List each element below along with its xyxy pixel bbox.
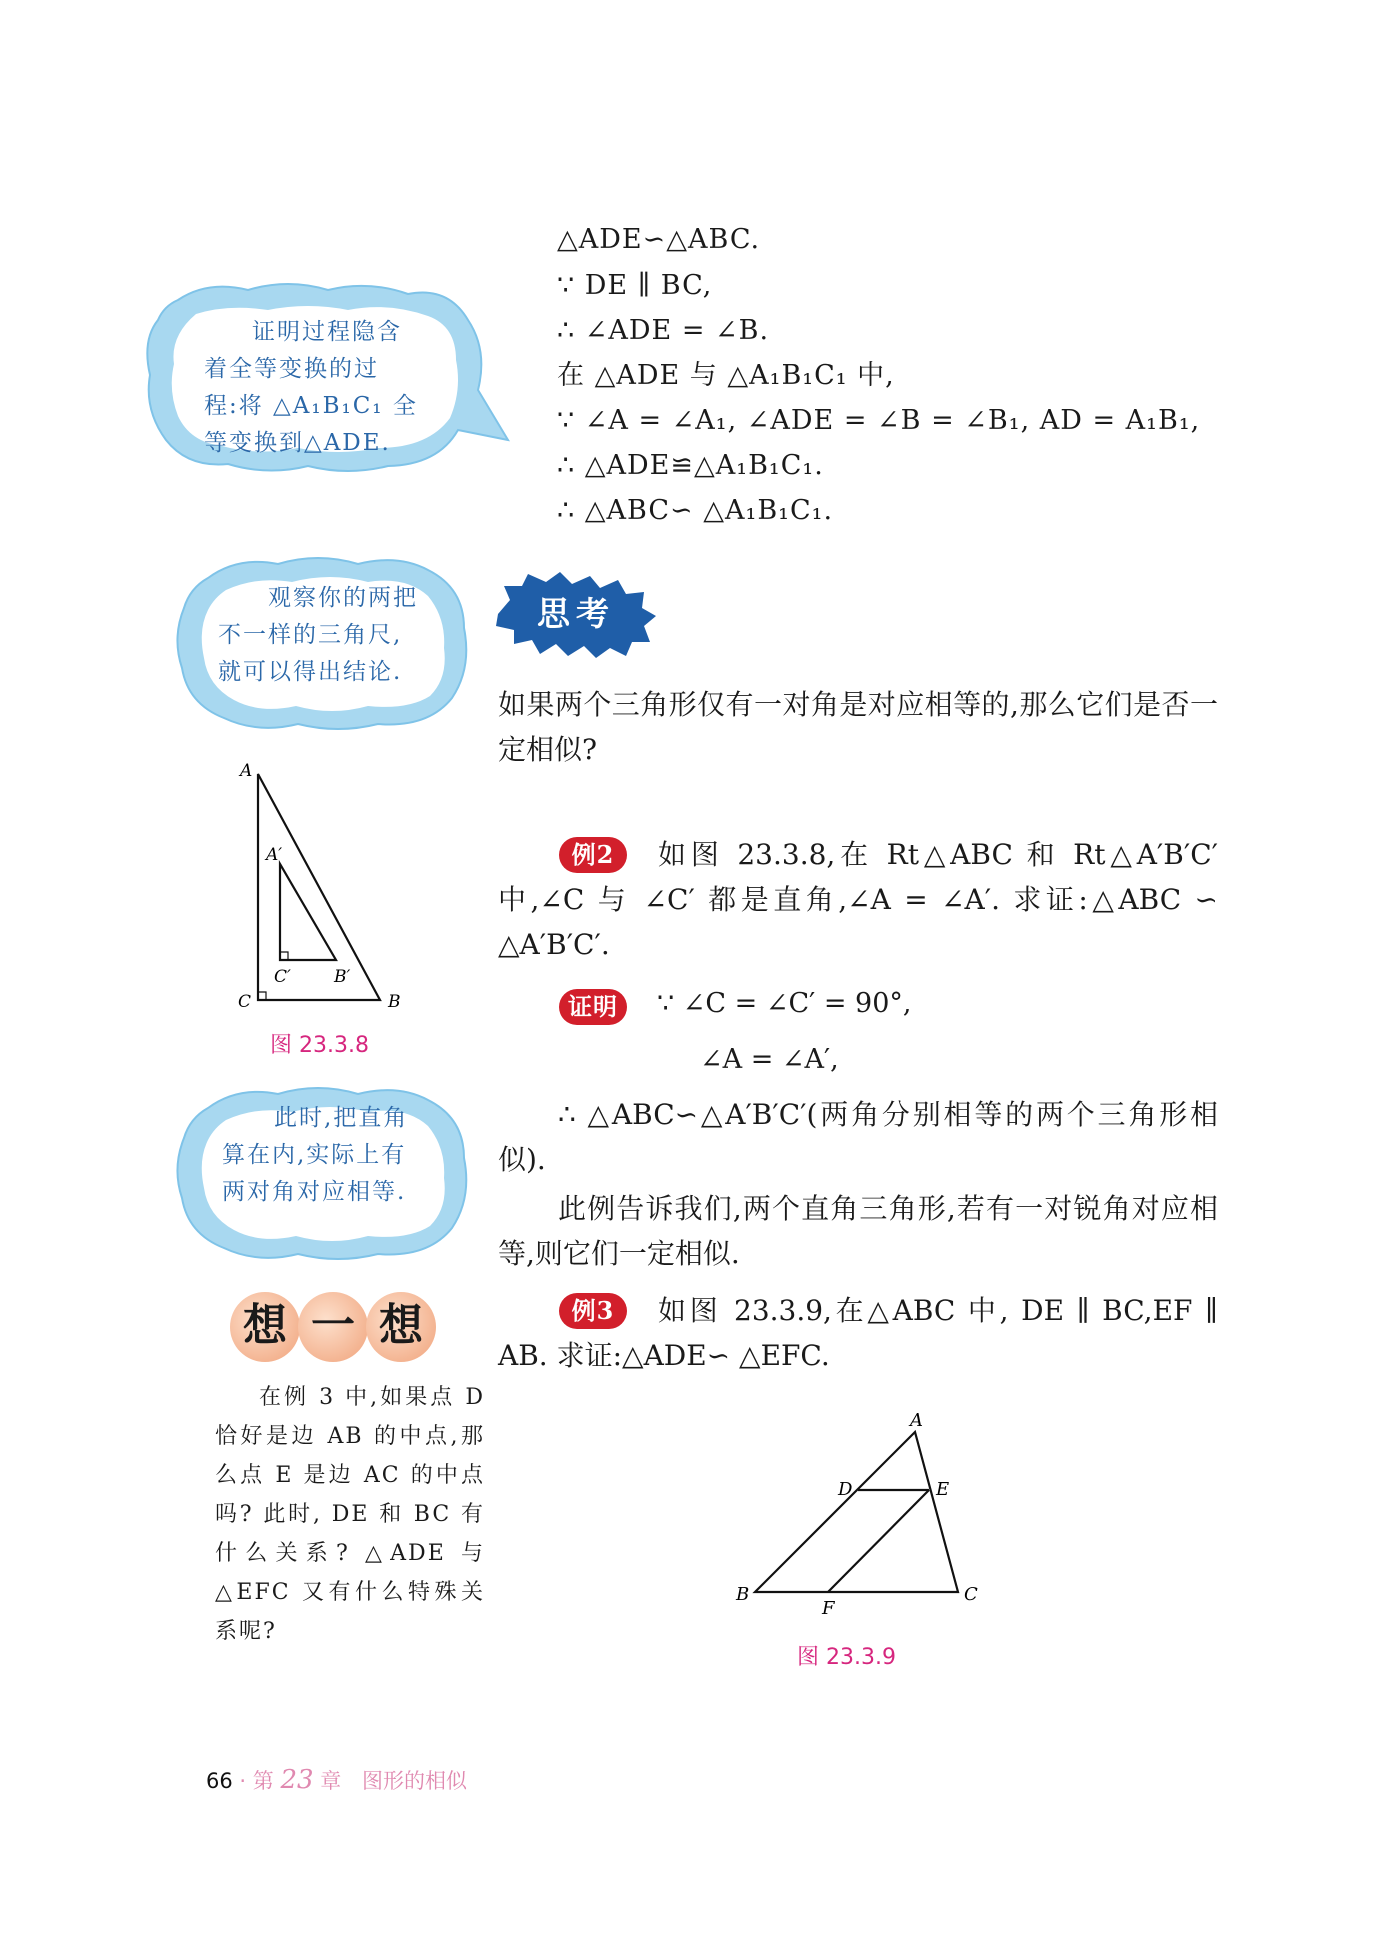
- proof-line-5: ∵ ∠A = ∠A₁, ∠ADE = ∠B = ∠B₁, AD = A₁B₁,: [557, 405, 1201, 436]
- figure1-label-B-prime: B′: [334, 967, 351, 987]
- chapter-title: 图形的相似: [361, 1769, 467, 1793]
- proof-line-1: △ADE∽△ABC.: [557, 224, 761, 255]
- proof-line-7: ∴ △ABC∽ △A₁B₁C₁.: [557, 495, 834, 526]
- example-3-badge: 例3: [559, 1293, 627, 1329]
- figure1-label-C: C: [238, 992, 252, 1012]
- chapter-prefix: 第: [252, 1769, 274, 1793]
- example-2-remark: 此例告诉我们,两个直角三角形,若有一对锐角对应相等,则它们一定相似.: [498, 1192, 1218, 1270]
- figure-23-3-8: [230, 760, 420, 1020]
- figure2-label-D: D: [838, 1479, 853, 1500]
- figure1-label-B: B: [388, 992, 401, 1012]
- figure2-label-F: F: [822, 1598, 835, 1619]
- figure-23-3-8-caption: 图 23.3.8: [270, 1033, 369, 1058]
- chapter-number: 23: [280, 1765, 314, 1795]
- page-number: 66: [206, 1769, 233, 1793]
- footer-dot: ·: [239, 1769, 247, 1793]
- example-2-statement: 如图 23.3.8,在 Rt△ABC 和 Rt△A′B′C′中,∠C 与 ∠C′ 都是直角,∠A = ∠A′. 求证:△ABC ∽ △A′B′C′.: [498, 838, 1218, 961]
- think-question: 如果两个三角形仅有一对角是对应相等的,那么它们是否一定相似?: [498, 688, 1218, 766]
- figure1-label-A: A: [240, 761, 253, 781]
- example-2-badge: 例2: [559, 837, 627, 873]
- figure2-label-C: C: [964, 1584, 978, 1605]
- figure2-label-B: B: [736, 1584, 750, 1605]
- figure1-label-C-prime: C′: [274, 967, 291, 987]
- think-label: 思考: [537, 594, 615, 633]
- proof-line-2: ∵ DE ∥ BC,: [557, 270, 713, 301]
- example-3-statement: 如图 23.3.9,在△ABC 中, DE ∥ BC,EF ∥ AB. 求证:△ADE∽ △EFC.: [498, 1294, 1218, 1372]
- chapter-suffix: 章: [320, 1769, 342, 1793]
- proof-line-3: ∴ ∠ADE = ∠B.: [557, 315, 770, 346]
- example-2-conclusion: ∴ △ABC∽△A′B′C′(两角分别相等的两个三角形相似).: [498, 1098, 1218, 1176]
- proof-line-4: 在 △ADE 与 △A₁B₁C₁ 中,: [557, 360, 895, 391]
- example-2-proof-line-2: ∠A = ∠A′,: [700, 1044, 839, 1075]
- figure2-label-A: A: [910, 1410, 923, 1431]
- figure2-label-E: E: [936, 1479, 950, 1500]
- page-footer: [206, 1765, 467, 1795]
- proof-line-6: ∴ △ADE≌△A₁B₁C₁.: [557, 450, 824, 481]
- figure1-label-A-prime: A′: [266, 845, 283, 865]
- proof-badge: 证明: [559, 989, 627, 1025]
- think-more-text: 在例 3 中,如果点 D 恰好是边 AB 的中点,那么点 E 是边 AC 的中点吗? 此时, DE 和 BC 有什么关系? △ADE 与 △EFC 又有什么特殊关系呢?: [215, 1385, 485, 1644]
- example-2-proof-line-1: ∵ ∠C = ∠C′ = 90°,: [657, 988, 912, 1019]
- figure-23-3-9-caption: 图 23.3.9: [797, 1645, 896, 1670]
- figure-23-3-9: [730, 1410, 1000, 1620]
